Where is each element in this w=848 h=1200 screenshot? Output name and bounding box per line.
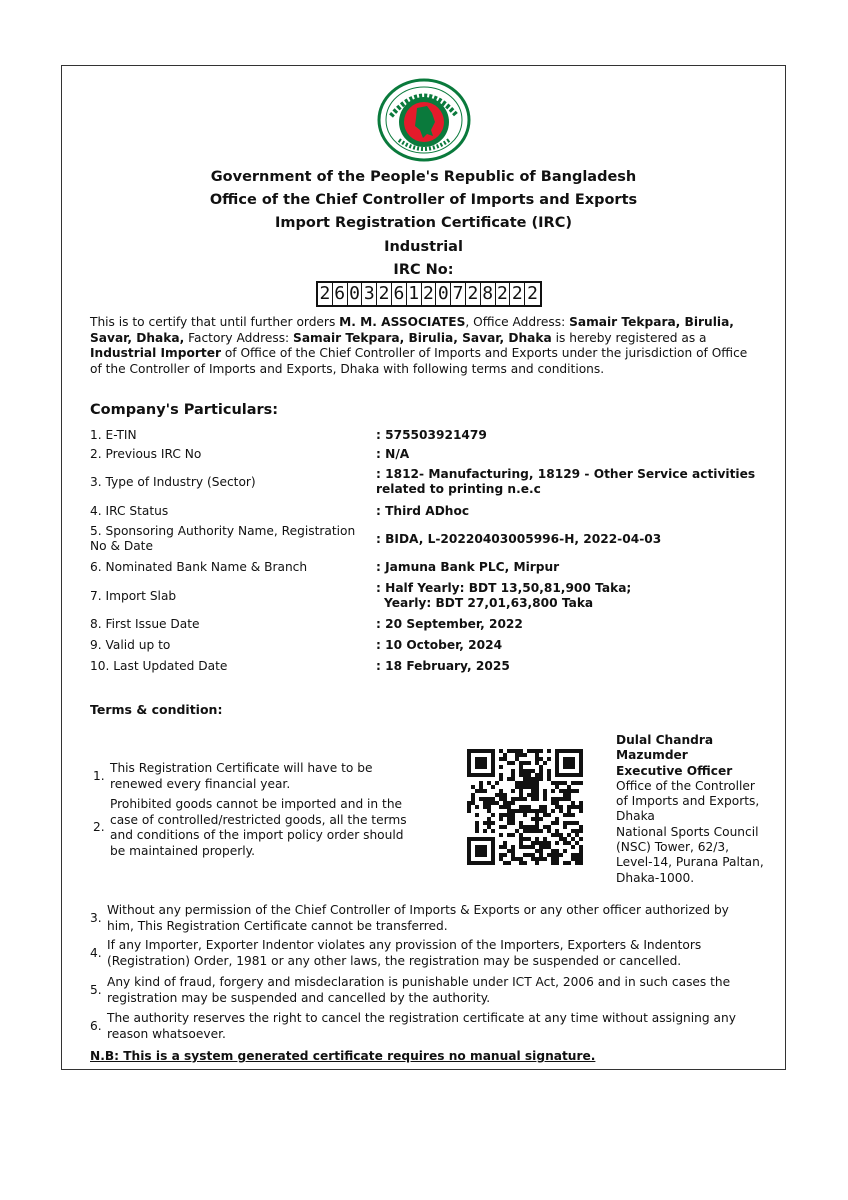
particular-value: : BIDA, L-20220403005996-H, 2022-04-03 [376,532,662,546]
particulars-heading: Company's Particulars: [90,402,279,418]
header-government: Government of the People's Republic of Bangladesh [210,169,637,185]
registration-type: Industrial Importer [90,346,221,360]
irc-digit: 2 [527,283,538,304]
terms-heading: Terms & condition: [90,702,223,717]
particular-value: : 10 October, 2024 [376,638,503,652]
header-office: Office of the Chief Controller of Imports and Exports [209,192,638,208]
particular-label: 3. Type of Industry (Sector) [90,475,256,489]
particular-value: : 18 February, 2025 [376,659,510,673]
particular-label: 7. Import Slab [90,589,177,603]
irc-digit: 6 [392,283,407,305]
particular-label: 6. Nominated Bank Name & Branch [90,560,308,574]
officer-office: Office of the Controller of Imports and Exports, Dhaka [616,778,760,824]
particular-value: : Half Yearly: BDT 13,50,81,900 Taka; [376,581,632,595]
officer-address: National Sports Council (NSC) Tower, 62/3, Level-14, Purana Paltan, Dhaka-1000. [616,824,764,885]
irc-digit: 2 [510,283,525,305]
irc-digit: 2 [377,283,392,305]
factory-address: Samair Tekpara, Birulia, Savar, Dhaka [293,330,552,345]
company-name: M. M. ASSOCIATES [339,315,466,329]
particular-value: : Jamuna Bank PLC, Mirpur [376,560,560,574]
particular-value: : 20 September, 2022 [376,617,523,631]
header-category: Industrial [384,239,463,255]
certification-statement: This is to certify that until further orders M. M. ASSOCIATES, Office Address: Samair Tekpara, Birulia, Savar, Dhaka, Factory Address: Samair Tekpara, Birulia, Savar, Dhaka is hereby registered as a Industrial Importer of Office of the Chief Controller of Imports and Exports under the jurisdiction of Office of the Controller of Imports and Exports, Dhaka with following terms and conditions. [90,315,748,376]
irc-digit: 6 [333,283,348,305]
header-certificate-title: Import Registration Certificate (IRC) [275,215,572,231]
irc-digit: 7 [451,283,466,305]
signatory-block [616,733,766,886]
irc-digit: 1 [407,283,422,305]
irc-digit: 2 [496,283,511,305]
irc-digit: 2 [422,283,437,305]
government-emblem-logo [377,78,471,162]
particular-label: 9. Valid up to [90,638,171,652]
particular-value: : N/A [376,447,410,461]
irc-digit: 2 [466,283,481,305]
particular-label: 4. IRC Status [90,504,169,518]
particular-label: 10. Last Updated Date [90,659,228,673]
irc-number-label: IRC No: [393,262,454,278]
particular-label: 1. E-TIN [90,428,137,442]
particular-label: 8. First Issue Date [90,617,200,631]
irc-digit: 3 [362,283,377,305]
officer-name: Dulal Chandra Mazumder [616,733,714,763]
particular-value: : Third ADhoc [376,504,470,518]
particular-label: 5. Sponsoring Authority Name, Registration No & Date [90,524,356,553]
qr-code [443,725,606,888]
particular-label: 2. Previous IRC No [90,447,202,461]
particular-value-yearly: Yearly: BDT 27,01,63,800 Taka [384,596,594,610]
irc-number-boxes [316,281,542,307]
irc-digit: 8 [481,283,496,305]
system-generated-note: N.B: This is a system generated certificate requires no manual signature. [90,1049,596,1063]
irc-digit: 0 [436,283,451,305]
particular-value: : 1812- Manufacturing, 18129 - Other Service activities related to printing n.e.c [376,467,756,496]
irc-digit: 0 [348,283,363,305]
particular-value: : 575503921479 [376,428,487,442]
officer-title: Executive Officer [616,763,733,778]
irc-digit: 2 [318,283,333,305]
office-address: Samair Tekpara, Birulia, Savar, Dhaka, [90,315,734,345]
